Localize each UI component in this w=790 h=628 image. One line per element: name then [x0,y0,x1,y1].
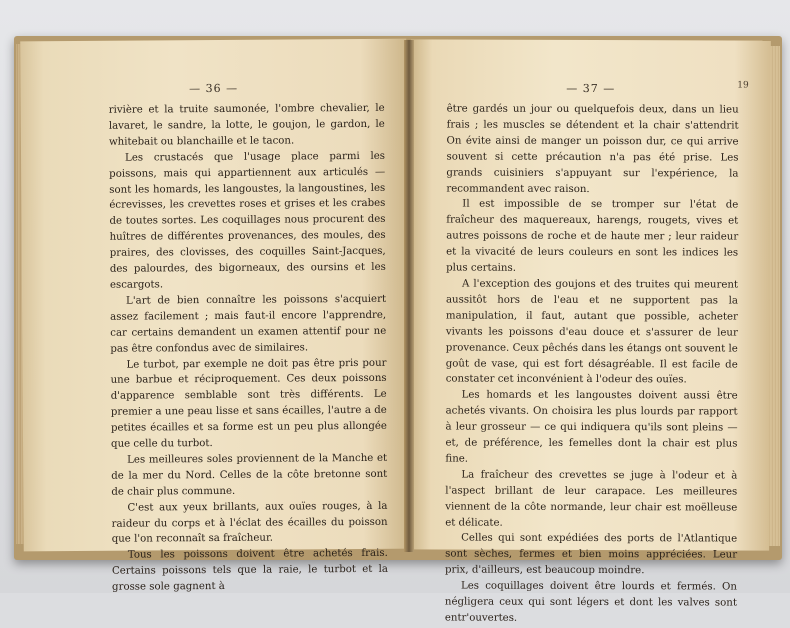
book-gutter [404,40,414,552]
paragraph: être gardés un jour ou quelquefois deux, dans un lieu frais ; les muscles se détendent et la chair s'attendrit On évite ainsi de manger un poisson dur, ce qui arrive souvent si cette précaution n'a pas été prise. Les grands cuisiniers s'appuyant sur l'expérience, la recommandent avec raison. [446,103,739,195]
paragraph: Le turbot, par exemple ne doit pas être pris pour une barbue et réciproquement. Ces deux poissons d'apparence semblable sont très différents. Le premier a une peau lisse et sans écailles, l'autre a de petites écailles et sa forme est un peu plus allongée que celle du turbot. [110,357,387,450]
paragraph: Celles qui sont expédiées des ports de l'Atlantique sont sèches, fermes et bien moins appréciées. Leur prix, d'ailleurs, est beaucoup moindre. [445,533,738,577]
left-page [20,39,410,593]
paragraph: C'est aux yeux brillants, aux ouïes rouges, à la raideur du corps et à l'éclat des écailles du poisson que l'on reconnaît sa fraîcheur. [111,500,388,546]
paragraph: rivière et la truite saumonée, l'ombre chevalier, le lavaret, le sandre, la lotte, le goujon, le gardon, le whitebait ou blanchaille et le tacon. [108,102,385,148]
left-page-text [109,101,388,596]
paragraph: La fraîcheur des crevettes se juge à l'odeur et à l'aspect brillant de leur carapace. Les meilleures viennent de la côte normande, leur chair est moëlleuse et délicate. [445,469,738,529]
paragraph: Les homards et les langoustes doivent aussi être achetés vivants. On choisira les plus lourds par rapport à leur grosseur — ce qui indiquera qu'ils sont pleins — et, de préférence, les femelles dont la chair est plus fine. [445,389,738,465]
paragraph: Les crustacés que l'usage place parmi les poissons, mais qui appartiennent aux articulés — sont les homards, les langoustes, la langoustines, les écrevisses, les crevettes roses et grises et les crabes de toutes sortes. Les coquillages nous procurent des huîtres de différentes provenances, des moules, des praires, des clovisses, des coquilles Saint-Jacques, des palourdes, des bigorneaux, des oursins et les escargots. [109,150,386,291]
paragraph: Les coquillages doivent être lourds et fermés. On négligera ceux qui sont légers et dont les valves sont entr'ouvertes. [444,580,738,624]
paragraph: Tous les poissons doivent être achetés frais. Certains poissons tels que la raie, le turbot et la grosse sole gagnent à [111,548,388,593]
page-number-left: — 36 — [189,81,239,96]
right-page-text [445,101,739,627]
page-number-right: — 37 — [566,81,616,96]
paragraph: A l'exception des goujons et des truites qui meurent aussitôt hors de l'eau et ne supportent pas la manipulation, il faut, autant que possible, acheter vivants les poissons d'eau douce et s'assurer de leur provenance. Ceux pêchés dans les étangs ont souvent le goût de vase, qui est fort désagréable. Il est facile de constater cet inconvénient à l'odeur des ouïes. [445,278,739,386]
right-page [409,39,771,624]
paragraph: L'art de bien connaître les poissons s'acquiert assez facilement ; mais faut-il encore l'apprendre, car certains demandent un examen attentif pour ne pas être confondus avec de similaires. [110,293,387,355]
paragraph: Les meilleures soles proviennent de la Manche et de la mer du Nord. Celles de la côte bretonne sont de chair plus commune. [111,452,388,498]
corner-mark: 19 [737,80,749,91]
paragraph: Il est impossible de se tromper sur l'état de fraîcheur des maquereaux, harengs, rougets, vives et autres poissons de roche et de haute mer ; leur raideur et la vivacité de leurs couleurs en sont les indices les plus certains. [446,198,739,274]
